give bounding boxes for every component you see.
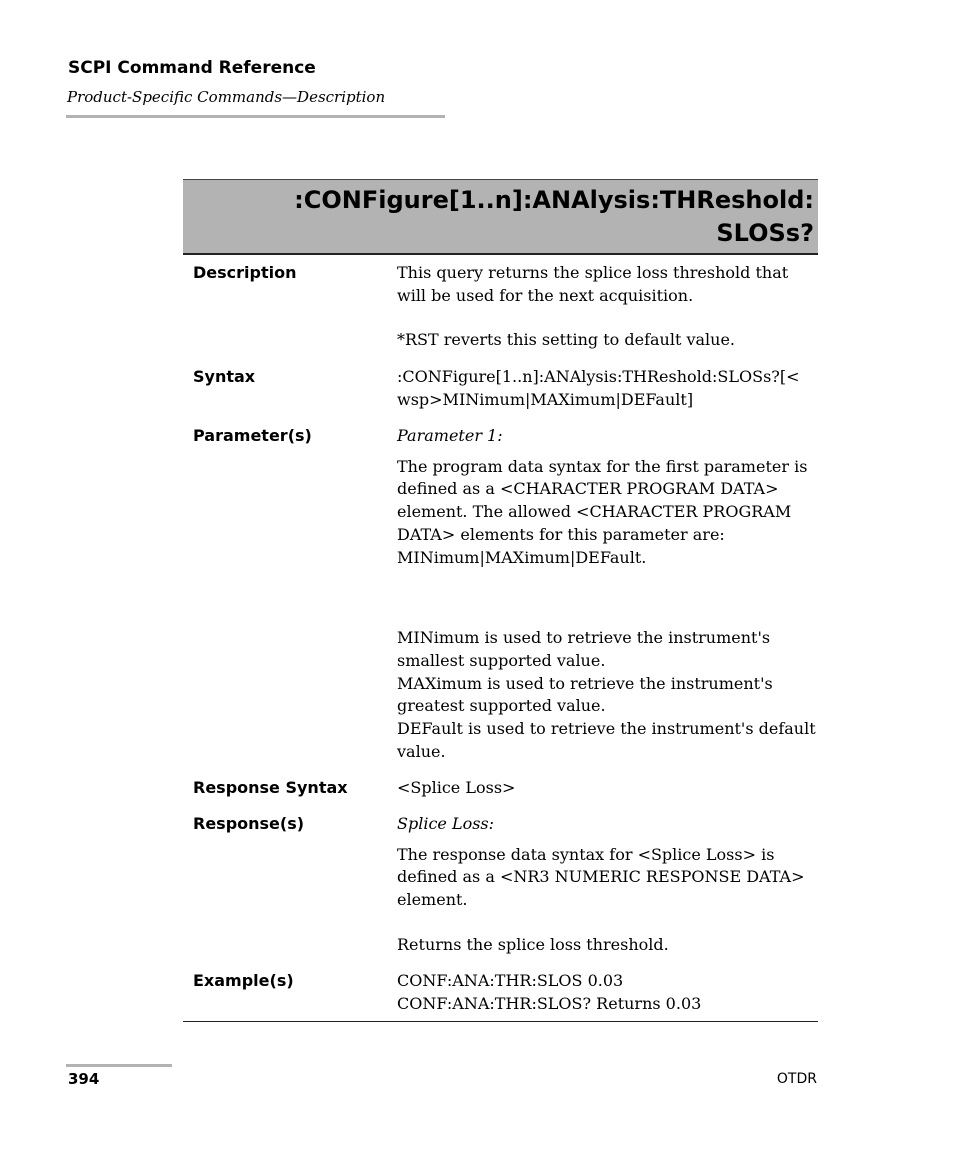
examples-label: Example(s)	[193, 971, 294, 990]
syntax-label: Syntax	[193, 367, 256, 386]
footer-divider	[66, 1064, 172, 1067]
response-syntax-label: Response Syntax	[193, 778, 348, 797]
description-rst-note: *RST reverts this setting to default value.	[397, 330, 736, 350]
header-divider	[66, 115, 445, 118]
parameter-default-note: DEFault is used to retrieve the instrument's default value.	[397, 719, 816, 761]
running-header-title: SCPI Command Reference	[68, 58, 316, 78]
parameters-label: Parameter(s)	[193, 426, 312, 445]
description-value	[397, 262, 817, 352]
responses-value	[397, 813, 817, 957]
response-returns-note: Returns the splice loss threshold.	[397, 934, 669, 954]
response-syntax-text: <Splice Loss>	[397, 778, 516, 797]
parameter-maximum-note: MAXimum is used to retrieve the instrument's greatest supported value.	[397, 673, 773, 716]
running-header-subtitle: Product-Specific Commands—Description	[67, 88, 386, 106]
parameter-minimum-note: MINimum is used to retrieve the instrument's smallest supported value.	[397, 628, 771, 670]
syntax-line-2: wsp>MINimum|MAXimum|DEFault]	[397, 389, 694, 409]
response-description: The response data syntax for <Splice Loss> is defined as a <NR3 NUMERIC RESPONSE DATA> element.	[397, 844, 805, 910]
response-syntax-value	[397, 777, 817, 800]
parameter-1-description: The program data syntax for the first parameter is defined as a <CHARACTER PROGRAM DATA> element. The allowed <CHARACTER PROGRAM DATA> elements for this parameter are: MINimum|MAXimum|DEFault.	[397, 456, 808, 567]
command-title-line-2: SLOSs?	[716, 219, 814, 247]
response-heading: Splice Loss:	[397, 814, 495, 833]
example-line-1: CONF:ANA:THR:SLOS 0.03	[397, 971, 624, 990]
description-label: Description	[193, 263, 297, 282]
page-number: 394	[68, 1070, 100, 1088]
parameter-1-heading: Parameter 1:	[397, 426, 503, 445]
examples-value	[397, 970, 817, 1015]
table-bottom-rule	[183, 1021, 818, 1022]
product-name: OTDR	[776, 1071, 817, 1087]
description-text: This query returns the splice loss threshold that will be used for the next acquisition.	[397, 263, 789, 305]
syntax-value	[397, 366, 817, 411]
responses-label: Response(s)	[193, 814, 305, 833]
example-line-2: CONF:ANA:THR:SLOS? Returns 0.03	[397, 993, 702, 1013]
command-title-box	[183, 179, 818, 255]
command-title-line-1: :CONFigure[1..n]:ANAlysis:THReshold:	[294, 186, 814, 214]
parameters-value	[397, 425, 817, 763]
syntax-line-1: :CONFigure[1..n]:ANAlysis:THReshold:SLOSs?[<	[397, 367, 800, 386]
command-title	[294, 184, 814, 250]
